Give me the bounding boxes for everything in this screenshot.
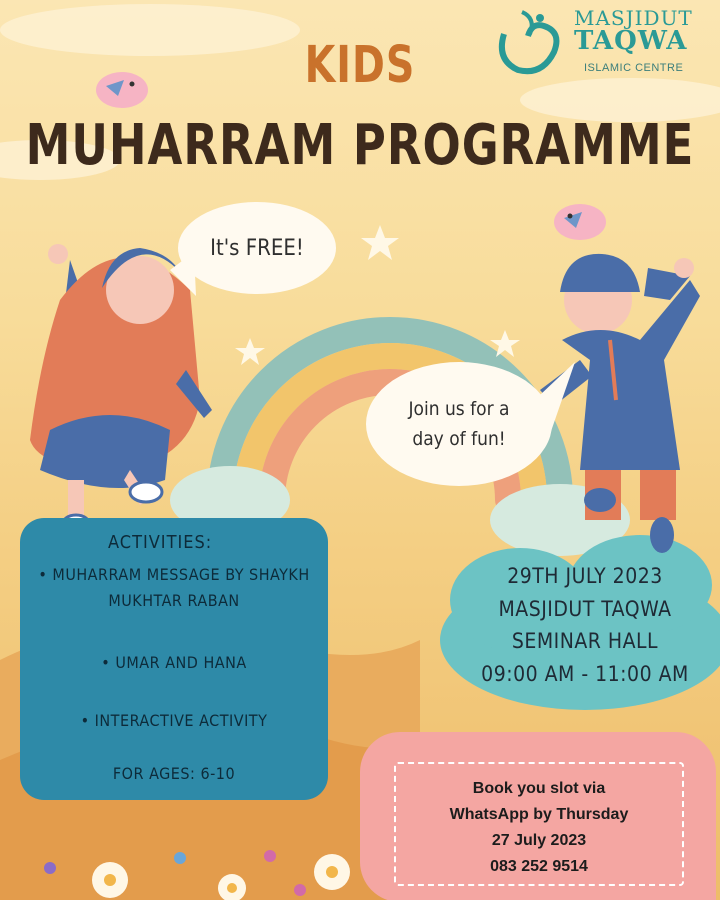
logo-text-line1: MASJIDUT	[574, 6, 693, 30]
event-date: 29TH JULY 2023	[507, 564, 663, 588]
event-time: 09:00 AM - 11:00 AM	[481, 661, 689, 686]
booking-panel	[360, 732, 716, 900]
event-venue-line2: SEMINAR HALL	[511, 629, 659, 654]
activities-panel	[20, 518, 328, 800]
booking-line2: WhatsApp by Thursday	[449, 805, 629, 823]
booking-line1: Book you slot via	[472, 780, 606, 797]
kids-heading: KIDS	[304, 36, 416, 95]
speech-bubble-join	[366, 362, 552, 486]
activity-item: • MUHARRAM MESSAGE BY SHAYKH MUKHTAR RABAN	[38, 565, 310, 610]
activity-item: • UMAR AND HANA	[101, 653, 247, 672]
join-line-1: Join us for a	[408, 397, 510, 420]
event-details	[448, 560, 720, 690]
page-title: MUHARRAM PROGRAMME	[25, 112, 695, 178]
activities-heading: ACTIVITIES:	[108, 532, 213, 553]
booking-text	[396, 776, 682, 880]
logo-text-line2: TAQWA	[574, 26, 688, 56]
booking-line3: 27 July 2023	[491, 831, 587, 849]
logo-text-line3: ISLAMIC CENTRE	[584, 62, 684, 74]
event-venue-line1: MASJIDUT TAQWA	[498, 596, 672, 621]
booking-dashed-frame	[394, 762, 684, 886]
speech-bubble-free: It's FREE!	[178, 202, 336, 294]
booking-phone: 083 252 9514	[490, 857, 588, 875]
join-line-2: day of fun!	[412, 428, 506, 450]
activity-item: • INTERACTIVE ACTIVITY	[80, 711, 268, 730]
age-range: FOR AGES: 6-10	[112, 764, 236, 783]
